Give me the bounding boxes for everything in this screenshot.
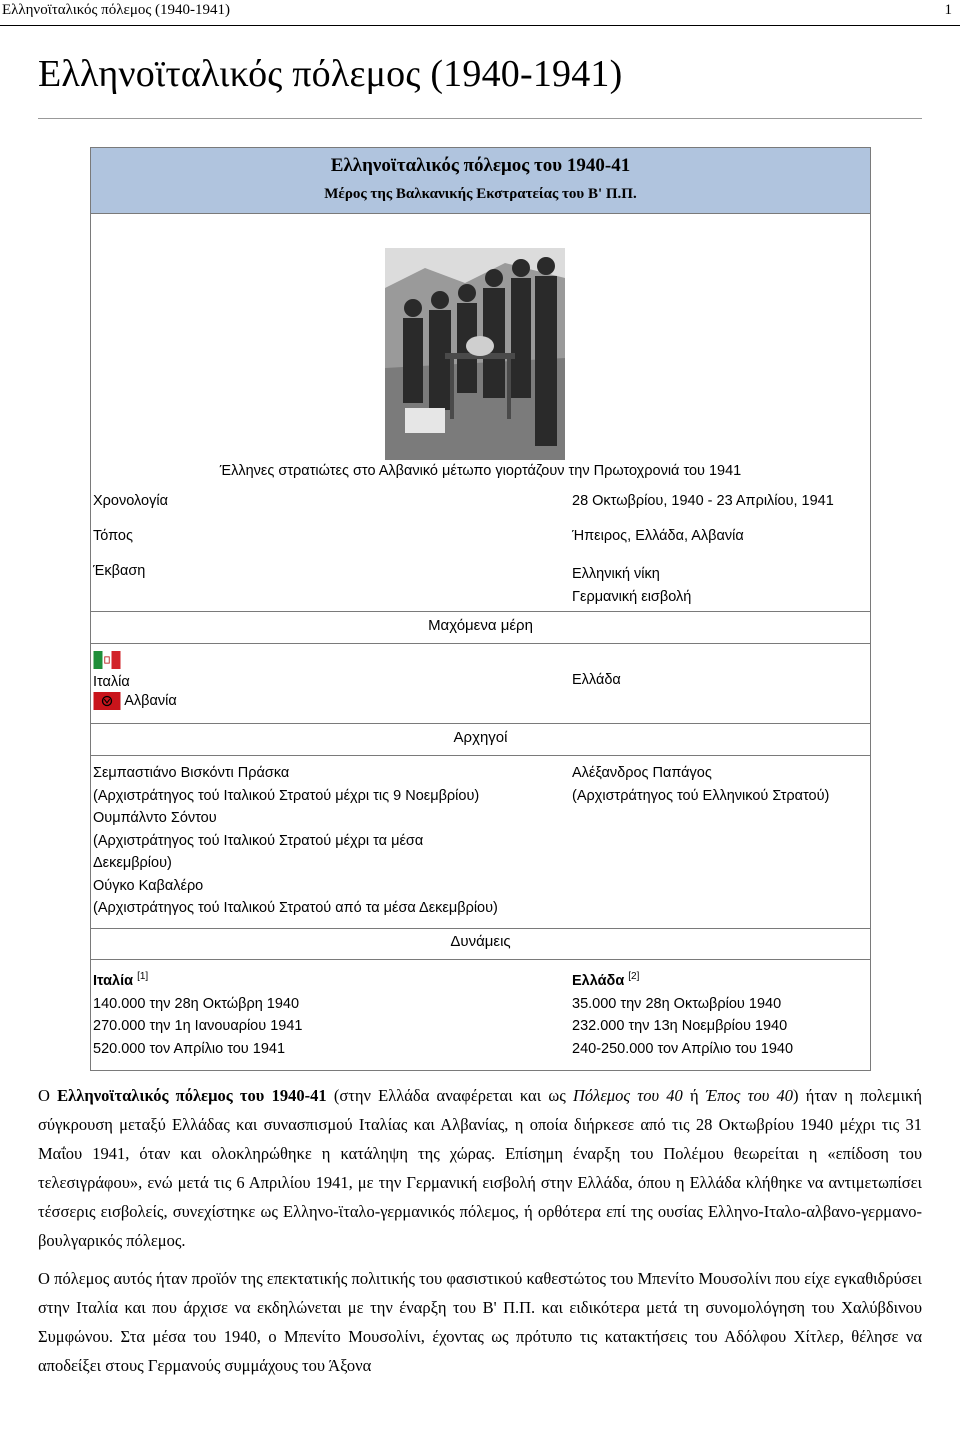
- row-label-result: Έκβαση: [93, 563, 146, 579]
- article-subject: Ελληνοϊταλικός πόλεμος του 1940-41: [57, 1086, 327, 1105]
- article-paragraph: [38, 1081, 922, 1255]
- commander-line: (Αρχιστράτηγος τού Ιταλικού Στρατού από τα μέσα Δεκεμβρίου): [93, 900, 498, 916]
- result-line: Ελληνική νίκη: [572, 566, 660, 582]
- strength-line: 520.000 τον Απρίλιο του 1941: [93, 1040, 286, 1057]
- strength-country: Ιταλία: [93, 973, 134, 989]
- alt-name: Πόλεμος του 40: [573, 1086, 683, 1105]
- commander-line: Ούγκο Καβαλέρο: [93, 877, 204, 894]
- strength-line: 240-250.000 τον Απρίλιο του 1940: [572, 1040, 794, 1057]
- reference-link[interactable]: [1]: [137, 971, 149, 982]
- commander-line: Σεμπαστιάνο Βισκόντι Πράσκα: [93, 765, 290, 781]
- commander-line: Ουμπάλντο Σόντου: [93, 810, 217, 826]
- commander-line: Δεκεμβρίου): [93, 855, 172, 871]
- commander-line: (Αρχιστράτηγος τού Ιταλικού Στρατού μέχρι τα μέσα: [93, 832, 424, 849]
- strength-heading: [93, 966, 302, 993]
- flag-italy-icon: [93, 651, 177, 669]
- belligerent-greece[interactable]: Ελλάδα: [572, 672, 621, 688]
- row-label-date: Χρονολογία: [93, 493, 168, 509]
- commanders-left: [93, 762, 563, 920]
- commander-line: (Αρχιστράτηγος τού Ιταλικού Στρατού μέχρι τις 9 Νοεμβρίου): [93, 787, 480, 804]
- commander-line: (Αρχιστράτηγος τού Ελληνικού Στρατού): [572, 787, 830, 804]
- page-number: 1: [944, 2, 952, 18]
- infobox-subtitle: Μέρος της Βαλκανικής Εκστρατείας του Β' Π.Π.: [324, 186, 637, 202]
- commanders-right: [572, 762, 868, 807]
- text-run: ) ήταν η πολεμική σύγκρουση μεταξύ Ελλάδας και συνασπισμού Ιταλίας και Αλβανίας, η οποία διήρκεσε από τις 28 Οκτωβρίου 1940 μέχρι τις 31 Μαΐου 1941, όταν και ολοκληρώθηκε η κατάληψη της χώρας. Επίσημη έναρξη του Πολέμου θεωρείται η «επίδοση του τελεσιγράφου», ενώ μετά τις 6 Απριλίου 1941, με την Γερμανική εισβολή στην Ελλάδα, όπου η Ελλάδα κλήθηκε να αντιμετωπίσει τέσσερις εισβολείς, συνεχίστηκε ως Ελληνο-ϊταλο-γερμανικός πόλεμος, ή ορθότερα επί της ουσίας Ελληνο-Ιταλο-αλβανο-γερμανο-βουλγαρικός πόλεμος.: [38, 1086, 922, 1250]
- running-header: [0, 0, 960, 26]
- page-title: Ελληνοϊταλικός πόλεμος (1940-1941): [38, 53, 623, 95]
- strength-line: 270.000 την 1η Ιανουαρίου 1941: [93, 1018, 303, 1034]
- alt-name: Έπος του 40: [705, 1086, 794, 1105]
- soldiers-photo-image: [385, 248, 565, 460]
- article-paragraph: Ο πόλεμος αυτός ήταν προϊόν της επεκτατικής πολιτικής του φασιστικού καθεστώτος του Μπενίτο Μουσολίνι που είχε εγκαθιδρύσει στην Ιταλία και που άρχισε να εκδηλώνεται με την έναρξη του Β' Π.Π. και ειδικότερα μετά τη συνομολόγηση του Χαλύβδινου Συμφώνου. Στα μέσα του 1940, ο Μπενίτο Μουσολίνι, έχοντας ως πρότυπο τις κατακτήσεις του Αδόλφου Χίτλερ, θέλησε να αποδείξει στους Γερμανούς συμμάχους του Άξονα: [38, 1269, 922, 1375]
- row-value-result: [572, 563, 691, 608]
- strength-right: [572, 966, 793, 1060]
- divider: [91, 611, 870, 612]
- strength-heading: [572, 966, 793, 993]
- infobox-header: [91, 148, 870, 214]
- row-value-date: 28 Οκτωβρίου, 1940 - 23 Απριλίου, 1941: [572, 493, 834, 509]
- belligerent-albania-row: [93, 692, 177, 710]
- infobox: [90, 147, 871, 1071]
- belligerent-albania[interactable]: Αλβανία: [124, 692, 177, 709]
- text-run: (στην Ελλάδα αναφέρεται και ως: [326, 1086, 574, 1105]
- row-label-location: Τόπος: [93, 528, 133, 544]
- header-rule: [0, 25, 960, 26]
- strength-line: 140.000 την 28η Οκτώβρη 1940: [93, 995, 300, 1012]
- belligerents-header: Μαχόμενα μέρη: [428, 617, 533, 634]
- belligerents-left: [93, 651, 177, 710]
- strength-line: 35.000 την 28η Οκτωβρίου 1940: [572, 995, 782, 1012]
- strength-left: [93, 966, 302, 1060]
- title-rule: [38, 118, 922, 119]
- photo-caption: Έλληνες στρατιώτες στο Αλβανικό μέτωπο γιορτάζουν την Πρωτοχρονιά του 1941: [219, 463, 742, 479]
- article-body: [38, 1081, 922, 1389]
- result-line: Γερμανική εισβολή: [572, 588, 692, 605]
- belligerent-italy[interactable]: Ιταλία: [93, 674, 130, 690]
- strength-header: Δυνάμεις: [450, 933, 511, 950]
- infobox-photo[interactable]: [385, 248, 565, 460]
- reference-link[interactable]: [2]: [628, 971, 640, 982]
- divider: [91, 959, 870, 960]
- infobox-title: Ελληνοϊταλικός πόλεμος του 1940-41: [330, 155, 631, 176]
- divider: [91, 755, 870, 756]
- text-run: Ο: [38, 1086, 58, 1105]
- commander-line: Αλέξανδρος Παπάγος: [572, 765, 712, 781]
- strength-line: 232.000 την 13η Νοεμβρίου 1940: [572, 1018, 788, 1034]
- strength-country: Ελλάδα: [572, 973, 625, 989]
- divider: [91, 928, 870, 929]
- flag-albania-icon: [93, 693, 124, 709]
- divider: [91, 723, 870, 724]
- commanders-header: Αρχηγοί: [453, 729, 508, 746]
- row-value-location: Ήπειρος, Ελλάδα, Αλβανία: [572, 528, 744, 544]
- text-run: ή: [682, 1086, 706, 1105]
- divider: [91, 643, 870, 644]
- running-header-title: Ελληνοϊταλικός πόλεμος (1940-1941): [2, 2, 231, 18]
